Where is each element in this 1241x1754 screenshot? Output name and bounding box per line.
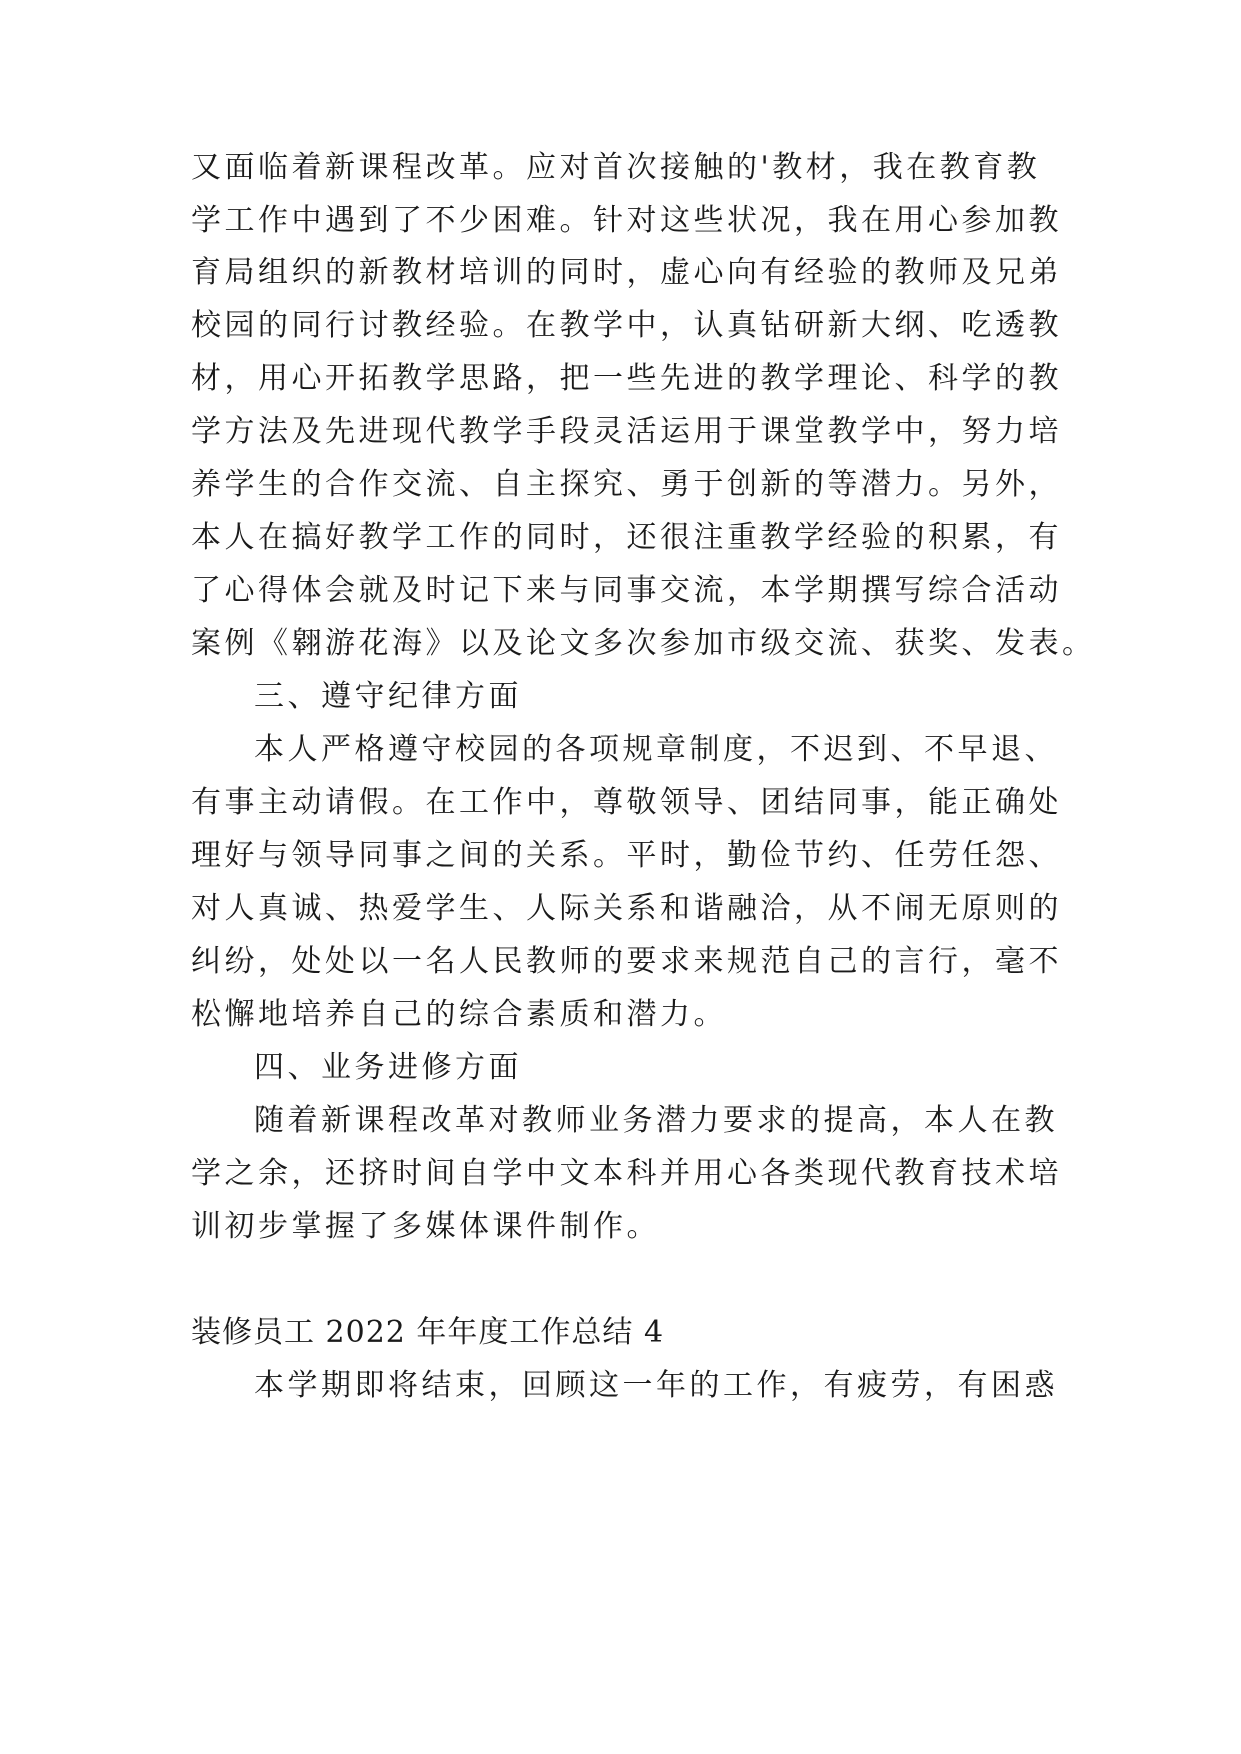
paragraph-line: 训初步掌握了多媒体课件制作。	[191, 1209, 660, 1244]
paragraph-line: 材，用心开拓教学思路，把一些先进的教学理论、科学的教	[191, 361, 1062, 396]
paragraph-line: 了心得体会就及时记下来与同事交流，本学期撰写综合活动	[191, 573, 1062, 608]
section-heading: 三、遵守纪律方面	[254, 679, 522, 714]
paragraph-line: 随着新课程改革对教师业务潜力要求的提高，本人在教	[254, 1103, 1058, 1138]
paragraph-line: 育局组织的新教材培训的同时，虚心向有经验的教师及兄弟	[191, 255, 1062, 290]
paragraph-line: 又面临着新课程改革。应对首次接触的'教材，我在教育教	[191, 150, 1041, 185]
paragraph-line: 学工作中遇到了不少困难。针对这些状况，我在用心参加教	[191, 203, 1062, 238]
paragraph-line: 养学生的合作交流、自主探究、勇于创新的等潜力。另外，	[191, 467, 1062, 502]
paragraph-line: 对人真诚、热爱学生、人际关系和谐融洽，从不闹无原则的	[191, 891, 1062, 926]
paragraph-line: 校园的同行讨教经验。在教学中，认真钻研新大纲、吃透教	[191, 308, 1062, 343]
paragraph-line: 有事主动请假。在工作中，尊敬领导、团结同事，能正确处	[191, 785, 1062, 820]
paragraph-line: 纠纷，处处以一名人民教师的要求来规范自己的言行，毫不	[191, 944, 1062, 979]
section-title: 装修员工 2022 年年度工作总结 4	[191, 1315, 665, 1350]
paragraph-line: 学方法及先进现代教学手段灵活运用于课堂教学中，努力培	[191, 414, 1062, 449]
paragraph-line: 本人严格遵守校园的各项规章制度，不迟到、不早退、	[254, 732, 1058, 767]
paragraph-line: 学之余，还挤时间自学中文本科并用心各类现代教育技术培	[191, 1156, 1062, 1191]
paragraph-line: 本人在搞好教学工作的同时，还很注重教学经验的积累，有	[191, 520, 1062, 555]
paragraph-line: 本学期即将结束，回顾这一年的工作，有疲劳，有困惑	[254, 1368, 1058, 1403]
paragraph-line: 案例《翱游花海》以及论文多次参加市级交流、获奖、发表。	[191, 626, 1096, 661]
paragraph-line: 松懈地培养自己的综合素质和潜力。	[191, 997, 727, 1032]
section-heading: 四、业务进修方面	[254, 1050, 522, 1085]
paragraph-line: 理好与领导同事之间的关系。平时，勤俭节约、任劳任怨、	[191, 838, 1062, 873]
